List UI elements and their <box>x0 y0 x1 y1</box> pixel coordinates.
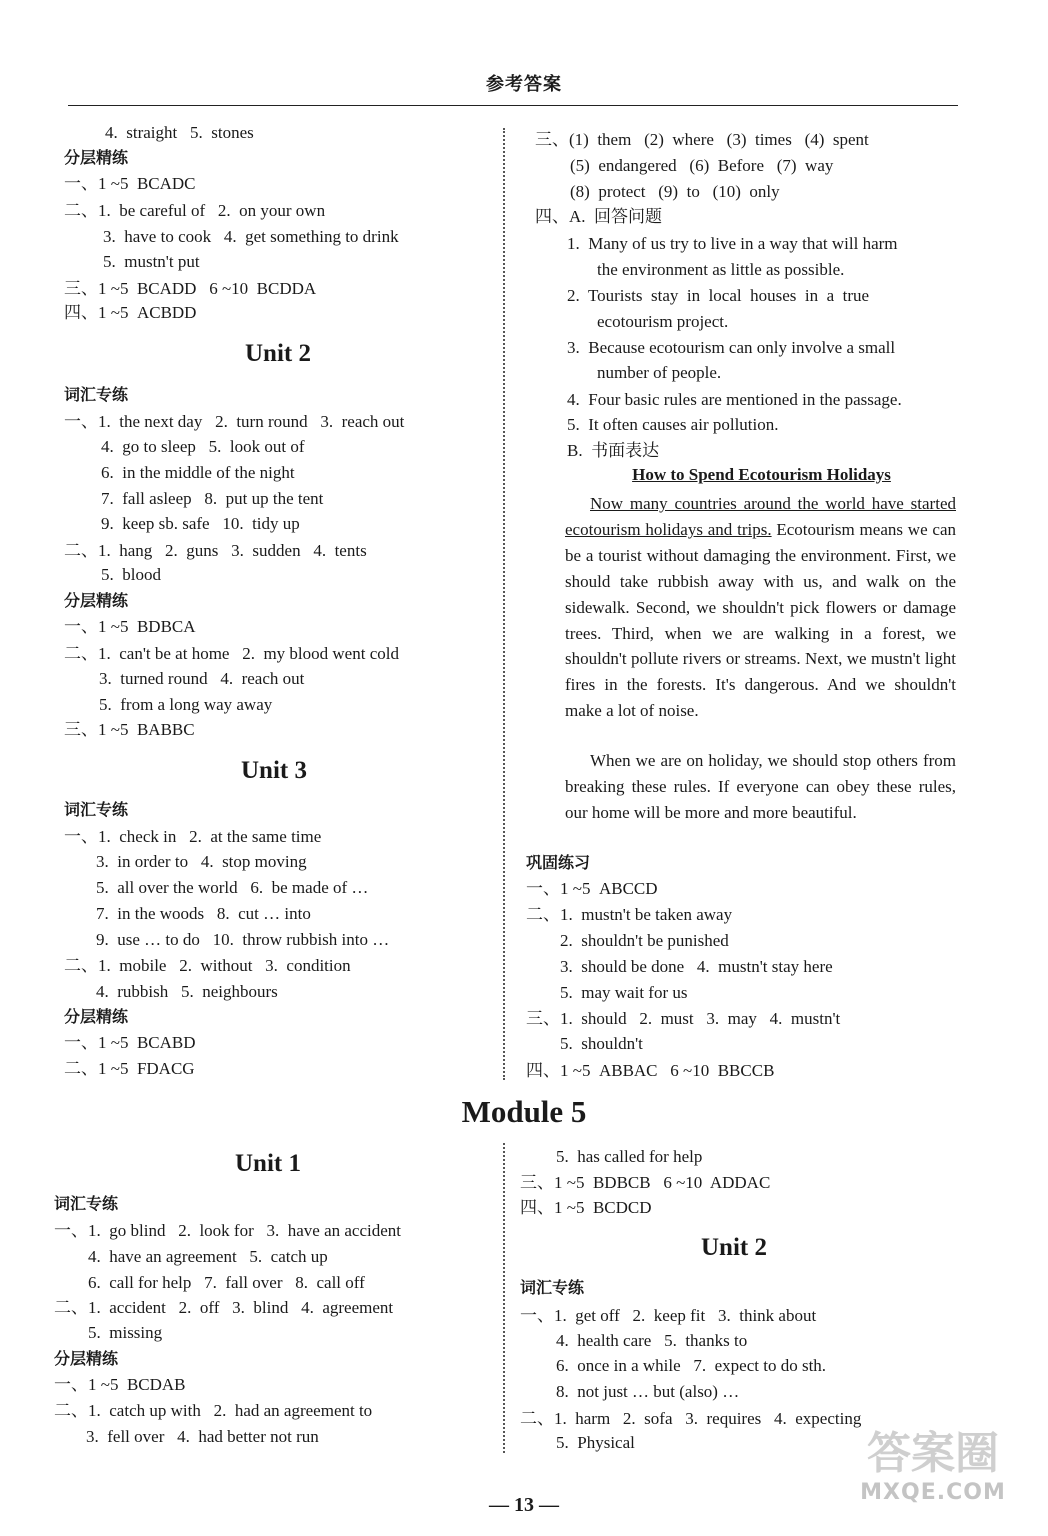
page-number: — 13 — <box>489 1494 559 1516</box>
answer-line: 3. turned round 4. reach out <box>99 669 305 688</box>
answer-line: 三、1 ~5 BDBCB 6 ~10 ADDAC <box>520 1173 771 1192</box>
answer-line: 二、1. mobile 2. without 3. condition <box>64 956 351 975</box>
answer-line: number of people. <box>597 363 722 382</box>
answer-line: 三、1. should 2. must 3. may 4. mustn't <box>526 1009 841 1028</box>
answer-line: 5. It often causes air pollution. <box>567 415 779 434</box>
column-divider-bottom <box>503 1143 505 1453</box>
answer-line: 5. from a long way away <box>99 695 273 714</box>
answer-line: 四、1 ~5 ACBDD <box>64 303 197 322</box>
answer-line: 3. fell over 4. had better not run <box>86 1427 319 1446</box>
answer-line: 一、1. go blind 2. look for 3. have an accident <box>54 1221 402 1240</box>
answer-line: 3. Because ecotourism can only involve a small <box>567 338 896 357</box>
answer-line: 3. in order to 4. stop moving <box>96 852 307 871</box>
answer-line: 三、1 ~5 BCADD 6 ~10 BCDDA <box>64 279 317 298</box>
answer-line: ecotourism project. <box>597 312 729 331</box>
answer-line: 四、A. 回答问题 <box>535 207 663 226</box>
answer-line: 三、1 ~5 BABBC <box>64 720 195 739</box>
answer-line: 4. rubbish 5. neighbours <box>96 982 278 1001</box>
answer-line: 二、1. catch up with 2. had an agreement to <box>54 1401 373 1420</box>
answer-line: 5. mustn't put <box>103 252 200 271</box>
answer-line: 二、1. mustn't be taken away <box>526 905 733 924</box>
answer-line: 一、1 ~5 BCABD <box>64 1033 196 1052</box>
answer-line: 5. missing <box>88 1323 163 1342</box>
watermark-logo <box>848 1428 1018 1518</box>
answer-line: 二、1. can't be at home 2. my blood went cold <box>64 644 399 663</box>
section-heading: 分层精练 <box>64 591 129 610</box>
answer-line: 四、1 ~5 ABBAC 6 ~10 BBCCB <box>526 1061 775 1080</box>
unit-title: Unit 2 <box>701 1234 767 1261</box>
answer-line: 二、1 ~5 FDACG <box>64 1059 195 1078</box>
answer-line: B. 书面表达 <box>567 441 660 460</box>
answer-line: 9. keep sb. safe 10. tidy up <box>101 514 300 533</box>
answer-line: 5. has called for help <box>556 1147 703 1166</box>
answer-line: 三、(1) them (2) where (3) times (4) spent <box>535 130 869 149</box>
section-heading: 词汇专练 <box>64 800 129 819</box>
essay-paragraph-1 <box>565 491 956 724</box>
answer-line: 3. should be done 4. mustn't stay here <box>560 957 833 976</box>
answer-line: 8. not just … but (also) … <box>556 1382 740 1401</box>
answer-line: 一、1. check in 2. at the same time <box>64 827 322 846</box>
answer-line: 一、1. get off 2. keep fit 3. think about <box>520 1306 817 1325</box>
answer-line: 3. have to cook 4. get something to drink <box>103 227 399 246</box>
watermark-url: MXQE.COM <box>860 1480 1006 1505</box>
section-heading: 词汇专练 <box>54 1194 119 1213</box>
answer-line: (8) protect (9) to (10) only <box>570 182 780 201</box>
answer-line: 一、1 ~5 ABCCD <box>526 879 658 898</box>
answer-line: 4. straight 5. stones <box>105 123 254 142</box>
answer-line: (5) endangered (6) Before (7) way <box>570 156 834 175</box>
essay-paragraph-2: When we are on holiday, we should stop others from breaking these rules. If everyone can obey these rules, our home will be more and more beautiful. <box>565 751 956 822</box>
answer-line: 二、1. harm 2. sofa 3. requires 4. expecting <box>520 1409 862 1428</box>
answer-line: 二、1. hang 2. guns 3. sudden 4. tents <box>64 541 367 560</box>
watermark-text: 答案圈 <box>867 1428 999 1479</box>
answer-line: 5. shouldn't <box>560 1034 643 1053</box>
answer-line: 6. call for help 7. fall over 8. call off <box>88 1273 365 1292</box>
answer-line: 4. Four basic rules are mentioned in the passage. <box>567 390 902 409</box>
answer-line: 5. blood <box>101 565 161 584</box>
unit-title: Unit 3 <box>241 757 307 784</box>
answer-line: 4. go to sleep 5. look out of <box>101 437 305 456</box>
section-heading: 分层精练 <box>64 148 129 167</box>
answer-line: 6. in the middle of the night <box>101 463 295 482</box>
header-rule <box>68 105 958 106</box>
section-heading: 词汇专练 <box>64 385 129 404</box>
answer-line: 四、1 ~5 BCDCD <box>520 1198 652 1217</box>
column-divider-top <box>503 128 505 1080</box>
section-heading: 分层精练 <box>54 1349 119 1368</box>
answer-line: 4. health care 5. thanks to <box>556 1331 748 1350</box>
section-heading: 词汇专练 <box>520 1278 585 1297</box>
answer-line: 7. fall asleep 8. put up the tent <box>101 489 324 508</box>
answer-line: 一、1 ~5 BDBCA <box>64 617 196 636</box>
section-heading: 分层精练 <box>64 1007 129 1026</box>
answer-line: 二、1. accident 2. off 3. blind 4. agreement <box>54 1298 394 1317</box>
answer-line: 一、1 ~5 BCADC <box>64 174 196 193</box>
section-heading: 巩固练习 <box>526 853 591 872</box>
module-title: Module 5 <box>461 1094 587 1129</box>
answer-line: the environment as little as possible. <box>597 260 845 279</box>
answer-line: 5. Physical <box>556 1433 635 1452</box>
answer-line: 一、1 ~5 BCDAB <box>54 1375 186 1394</box>
answer-line: 二、1. be careful of 2. on your own <box>64 201 326 220</box>
unit-title: Unit 1 <box>235 1150 301 1177</box>
page-header-title: 参考答案 <box>486 74 562 95</box>
answer-line: 6. once in a while 7. expect to do sth. <box>556 1356 827 1375</box>
answer-line: 2. shouldn't be punished <box>560 931 729 950</box>
answer-line: 2. Tourists stay in local houses in a true <box>567 286 870 305</box>
essay-title: How to Spend Ecotourism Holidays <box>632 465 891 484</box>
essay-paragraph-1-rest: Ecotourism means we can be a tourist without damaging the environment. First, we should take rubbish away with us, and walk on the sidewalk. Second, we shouldn't pick flowers or damage trees. Third, when we are walking in a forest, we shouldn't pollute rivers or streams. Next, we mustn't light fires in the forests. It's dangerous. And we shouldn't make a lot of noise. <box>565 519 957 721</box>
unit-title: Unit 2 <box>245 340 311 367</box>
answer-line: 5. all over the world 6. be made of … <box>96 878 369 897</box>
answer-line: 5. may wait for us <box>560 983 688 1002</box>
answer-line: 4. have an agreement 5. catch up <box>88 1247 328 1266</box>
answer-line: 7. in the woods 8. cut … into <box>96 904 311 923</box>
answer-line: 一、1. the next day 2. turn round 3. reach out <box>64 412 405 431</box>
essay-underlined-sentence: Now many countries around the world have started ecotourism holidays and trips. <box>565 494 956 539</box>
answer-line: 9. use … to do 10. throw rubbish into … <box>96 930 390 949</box>
answer-line: 1. Many of us try to live in a way that will harm <box>567 234 898 253</box>
